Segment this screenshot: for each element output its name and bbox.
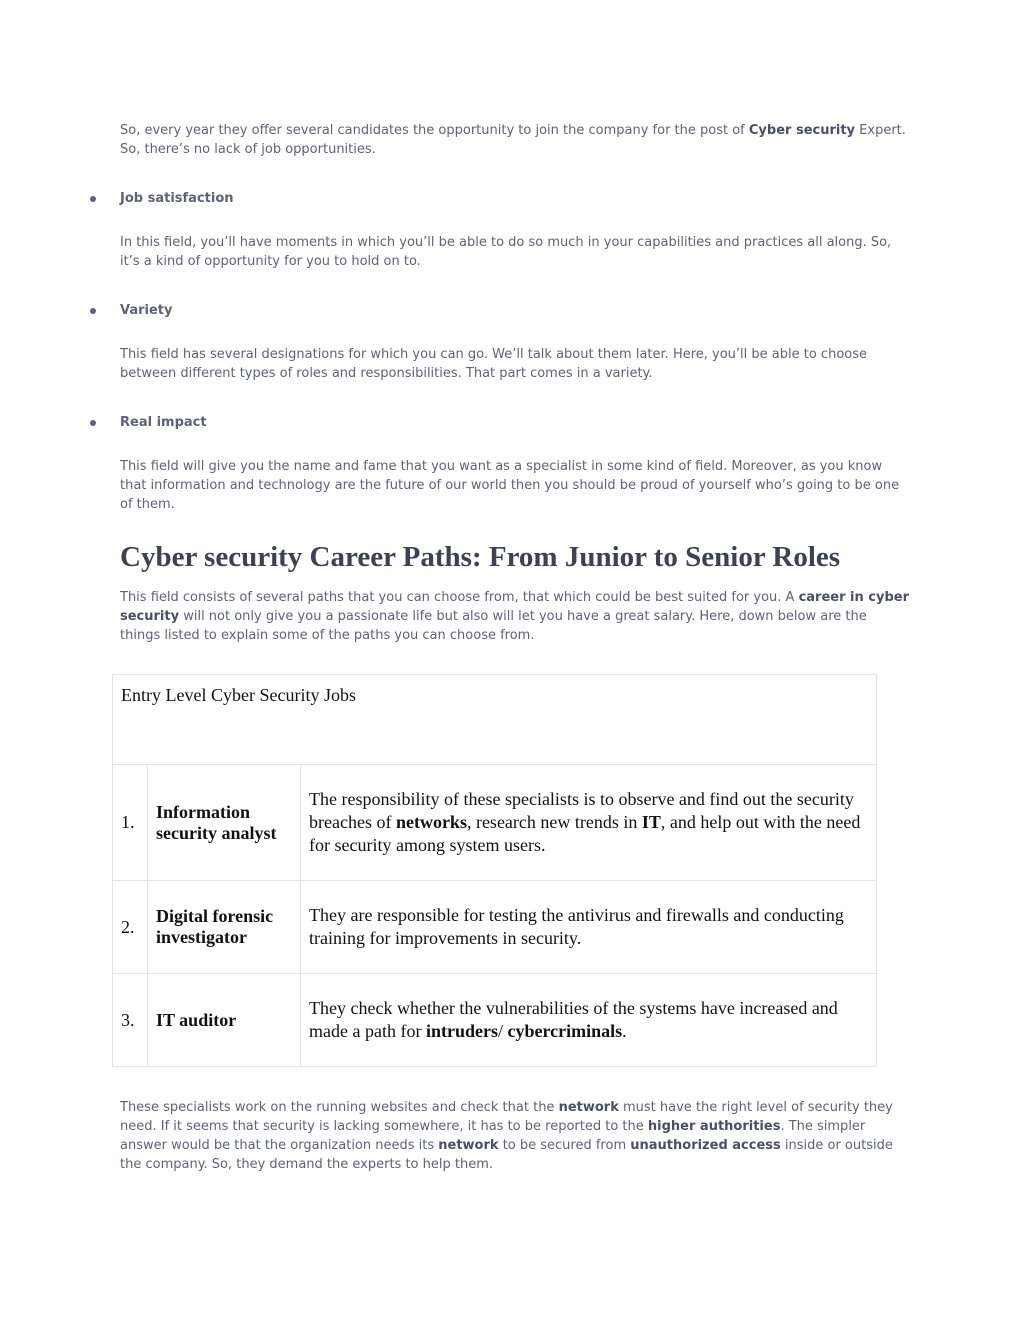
benefit-text: This field has several designations for which you can go. We’ll talk about them later. Here, you’ll be able to choose between different types of roles and responsibilities. That part comes in a variety. [120, 347, 867, 381]
unauthorized-access-link[interactable]: unauthorized access [630, 1138, 781, 1153]
benefit-item-job-satisfaction [90, 191, 234, 206]
role-description: They are responsible for testing the antivirus and firewalls and conducting training for improvements in security. [301, 881, 877, 974]
benefit-label: Real impact [120, 415, 207, 430]
network-link[interactable]: network [558, 1100, 619, 1115]
intro-text-end: Expert. So, there’s no lack of job opportunities. [120, 123, 906, 157]
role-description: The responsibility of these specialists is to observe and find out the security breaches of networks, research new trends in IT, and help out with the need for security among system users. [301, 765, 877, 881]
benefit-item-real-impact [90, 415, 207, 430]
benefit-text: This field will give you the name and fame that you want as a specialist in some kind of field. Moreover, as you know that information and technology are the future of our world then you should be proud of yourself who’s going to be one of them. [120, 459, 900, 512]
table-row [113, 974, 877, 1067]
section-paragraph [120, 588, 910, 645]
intro-keyword: Cyber security [748, 123, 856, 138]
role-name: Digital forensic investigator [148, 881, 301, 974]
higher-authorities-link[interactable]: higher authorities [647, 1119, 781, 1134]
table-row [113, 881, 877, 974]
intro-text: So, every year they offer several candidates the opportunity to join the company for the post of [120, 123, 749, 138]
career-link[interactable]: career in cyber security [120, 590, 909, 624]
row-number: 1. [113, 765, 148, 881]
row-number: 3. [113, 974, 148, 1067]
role-description: They check whether the vulnerabilities of the systems have increased and made a path for intruders/ cybercriminals. [301, 974, 877, 1067]
intro-paragraph [120, 121, 910, 159]
section-title: Cyber security Career Paths: From Junior to Senior Roles [120, 541, 841, 573]
bullet-icon [90, 420, 96, 426]
table-row [113, 765, 877, 881]
bullet-icon [90, 308, 96, 314]
section-text-end: will not only give you a passionate life but also will let you have a great salary. Here, down below are the things listed to explain some of the paths you can choose from. [120, 609, 867, 643]
section-text: This field consists of several paths that you can choose from, that which could be best suited for you. A [120, 590, 799, 605]
row-number: 2. [113, 881, 148, 974]
role-name: IT auditor [148, 974, 301, 1067]
benefit-label: Variety [120, 303, 173, 318]
table-heading: Entry Level Cyber Security Jobs [113, 675, 877, 765]
network-link[interactable]: network [438, 1138, 499, 1153]
benefit-label: Job satisfaction [120, 191, 234, 206]
jobs-table [112, 674, 877, 1067]
role-name: Information security analyst [148, 765, 301, 881]
benefit-text: In this field, you’ll have moments in which you’ll be able to do so much in your capabilities and practices all along. So, it’s a kind of opportunity for you to hold on to. [120, 235, 892, 269]
closing-paragraph: These specialists work on the running websites and check that the network must have the right level of security they need. If it seems that security is lacking somewhere, it has to be reported to the higher authorities. The simpler answer would be that the organization needs its network to be secured from unauthorized access inside or outside the company. So, they demand the experts to help them. [120, 1100, 893, 1172]
benefit-item-variety [90, 303, 173, 318]
bullet-icon [90, 196, 96, 202]
